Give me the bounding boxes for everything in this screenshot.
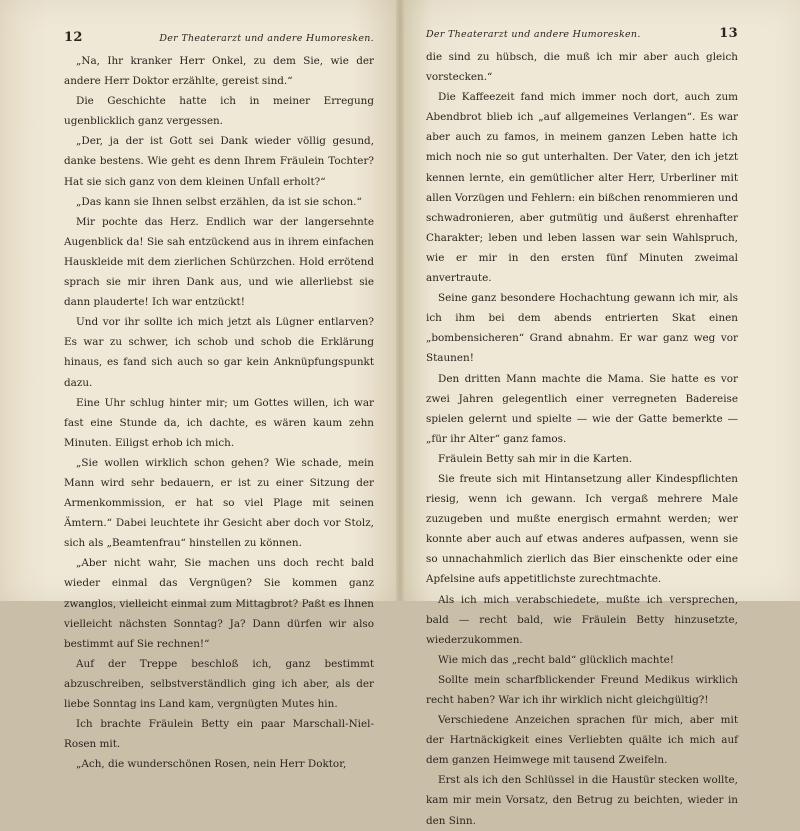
running-title: Der Theaterarzt und andere Humoresken. — [159, 33, 374, 44]
paragraph: Verschiedene Anzeichen sprachen für mich, aber mit der Hartnäckigkeit eines Verliebten quälte ich mich auf dem ganzen Heimwege mit tausend Zweifeln. — [426, 714, 738, 767]
paragraph: „Das kann sie Ihnen selbst erzählen, da ist sie schon.“ — [76, 195, 362, 208]
paragraph: „Ach, die wunderschönen Rosen, nein Herr Doktor, — [76, 758, 347, 771]
paragraph: Die Geschichte hatte ich in meiner Erregung ugenblicklich ganz vergessen. — [64, 95, 374, 128]
paragraph: „Aber nicht wahr, Sie machen uns doch recht bald wieder einmal das Vergnügen? Sie kommen ganz zwanglos, vielleicht einmal zum Mittagbrot? Paßt es Ihnen vielleicht nächsten Sonntag? Ja? Dann dürfen wir also bestimmt auf Sie rechnen!“ — [64, 557, 374, 650]
running-title: Der Theaterarzt und andere Humoresken. — [426, 29, 641, 40]
right-page-body — [426, 47, 738, 831]
paragraph: Den dritten Mann machte die Mama. Sie hatte es vor zwei Jahren gelegentlich einer verregneten Badereise spielen gelernt und spielte — wie der Gatte bemerkte — „für ihr Alter“ ganz famos. — [426, 372, 738, 445]
paragraph: Und vor ihr sollte ich mich jetzt als Lügner entlarven? Es war zu schwer, ich schob und schob die Erklärung hinaus, es fand sich auch so gar kein Anknüpfungspunkt dazu. — [64, 316, 374, 389]
page-number: 13 — [719, 26, 738, 41]
paragraph: Sollte mein scharfblickender Freund Medikus wirklich recht haben? War ich ihr wirklich nicht gleichgültig?! — [426, 673, 738, 706]
paragraph: Als ich mich verabschiedete, mußte ich versprechen, bald — recht bald, wie Fräulein Betty hinzusetzte, wiederzukommen. — [426, 593, 738, 646]
paragraph: Erst als ich den Schlüssel in die Haustür stecken wollte, kam mir mein Vorsatz, den Betrug zu beichten, wieder in den Sinn. — [426, 774, 738, 827]
paragraph: Mir pochte das Herz. Endlich war der langersehnte Augenblick da! Sie sah entzückend aus in ihrem einfachen Hauskleide mit dem zierlichen Schürzchen. Hold errötend sprach sie mir ihren Dank aus, und wie allerliebst sie dann plauderte! Ich war entzückt! — [64, 215, 374, 309]
left-page — [0, 0, 400, 771]
paragraph: Ich brachte Fräulein Betty ein paar Marschall-Niel-Rosen mit. — [64, 718, 374, 751]
paragraph: Eine Uhr schlug hinter mir; um Gottes willen, ich war fast eine Stunde da, ich dachte, es wären kaum zehn Minuten. Eiligst erhob ich mich. — [64, 396, 374, 449]
paragraph: „Sie wollen wirklich schon gehen? Wie schade, mein Mann wird sehr bedauern, er ist zu einer Sitzung der Armenkommission, er hat so viel Plage mit seinen Ämtern.“ Dabei leuchtete ihr Gesicht aber doch vor Stolz, sich als „Beamtenfrau“ hinstellen zu können. — [64, 456, 374, 550]
paragraph: „Der, ja der ist Gott sei Dank wieder völlig gesund, danke bestens. Wie geht es denn Ihrem Fräulein Tochter? Hat sie sich ganz von dem kleinen Unfall erholt?“ — [64, 135, 374, 188]
paragraph: Sie freute sich mit Hintansetzung aller Kindespflichten riesig, wenn ich gewann. Ich vergaß mehrere Male zuzugeben und mußte energisch ermahnt werden; wer konnte aber auch auf etwas anderes aufpassen, wenn sie so unnachahmlich zierlich das Bier einschenkte oder eine Apfelsine aufs appetitlichste zurechtmachte. — [426, 472, 738, 586]
paragraph: Wie mich das „recht bald“ glücklich machte! — [438, 653, 674, 666]
right-page — [400, 0, 800, 827]
paragraph: „Na, Ihr kranker Herr Onkel, zu dem Sie, wie der andere Herr Doktor erzählte, gereist sind.“ — [64, 55, 374, 88]
left-page-body — [64, 51, 374, 774]
paragraph: Die Kaffeezeit fand mich immer noch dort, auch zum Abendbrot blieb ich „auf allgemeines Verlangen“. Es war aber auch zu famos, in meinem ganzen Leben hatte ich mich noch nie so gut unterhalten. Der Vater, den ich jetzt kennen lernte, ein gemütlicher alter Herr, Urberliner mit allen Vorzügen und Fehlern: ein bißchen renommieren und schwadronieren, aber gutmütig und äußerst ehrenhafter Charakter; leben und leben lassen war sein Wahlspruch, wie er mir in den ersten fünf Minuten zweimal anvertraute. — [426, 91, 738, 285]
paragraph: die sind zu hübsch, die muß ich mir aber auch gleich vorstecken.“ — [426, 51, 738, 84]
right-page-header — [426, 26, 738, 42]
book-gutter — [396, 0, 404, 601]
paragraph: Auf der Treppe beschloß ich, ganz bestimmt abzuschreiben, selbstverständlich ging ich aber, als der liebe Sonntag ins Land kam, vergnügten Mutes hin. — [64, 657, 374, 710]
paragraph: Seine ganz besondere Hochachtung gewann ich mir, als ich ihm bei dem abends entrierten Skat einen „bombensicheren“ Grand abnahm. Er war ganz weg vor Staunen! — [426, 292, 738, 365]
paragraph: Fräulein Betty sah mir in die Karten. — [438, 452, 633, 465]
page-number: 12 — [64, 30, 83, 45]
left-page-header — [64, 30, 374, 46]
